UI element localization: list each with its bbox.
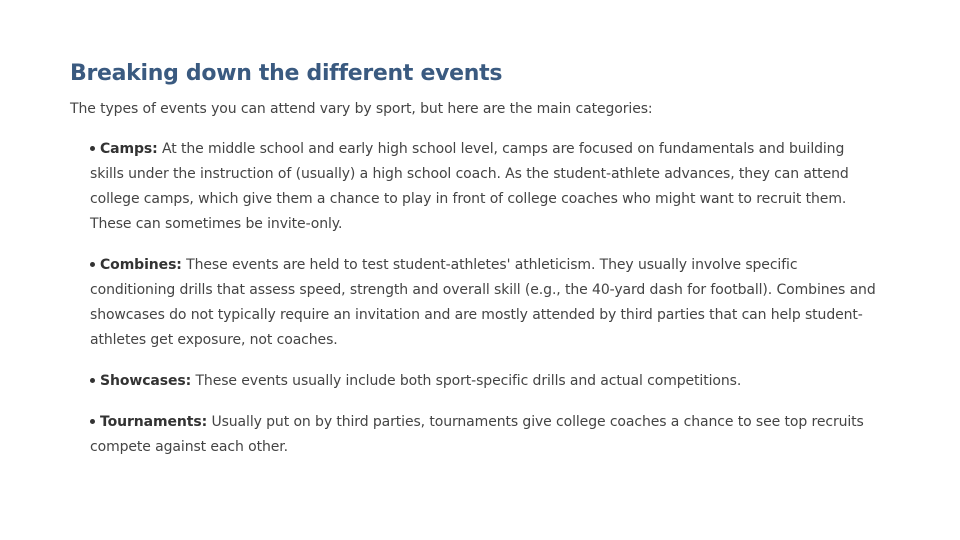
event-description: These events usually include both sport-specific drills and actual competitions. xyxy=(195,373,742,389)
article xyxy=(70,58,890,460)
event-types-list xyxy=(70,137,880,460)
event-description: Usually put on by third parties, tournaments give college coaches a chance to see top recruits compete against each other. xyxy=(90,414,864,455)
event-description: At the middle school and early high school level, camps are focused on fundamentals and building skills under the instruction of (usually) a high school coach. As the student-athlete advances, they can attend college camps, which give them a chance to play in front of college coaches who might want to recruit them. These can sometimes be invite-only. xyxy=(90,141,849,232)
event-name: Camps: xyxy=(100,141,158,157)
section-heading: Breaking down the different events xyxy=(70,61,503,86)
intro-paragraph: The types of events you can attend vary by sport, but here are the main categories: xyxy=(70,101,653,117)
bullet-icon xyxy=(90,146,95,151)
bullet-icon xyxy=(90,378,95,383)
list-item-showcases xyxy=(90,369,880,394)
bullet-icon xyxy=(90,262,95,267)
list-item-camps xyxy=(90,137,880,237)
event-name: Combines: xyxy=(100,257,182,273)
list-item-tournaments xyxy=(90,410,880,460)
event-name: Tournaments: xyxy=(100,414,208,430)
event-description: These events are held to test student-athletes' athleticism. They usually involve specific conditioning drills that assess speed, strength and overall skill (e.g., the 40-yard dash for football). Combines and showcases do not typically require an invitation and are mostly attended by third parties that can help student-athletes get exposure, not coaches. xyxy=(90,257,876,348)
bullet-icon xyxy=(90,419,95,424)
event-name: Showcases: xyxy=(100,373,192,389)
list-item-combines xyxy=(90,253,880,353)
